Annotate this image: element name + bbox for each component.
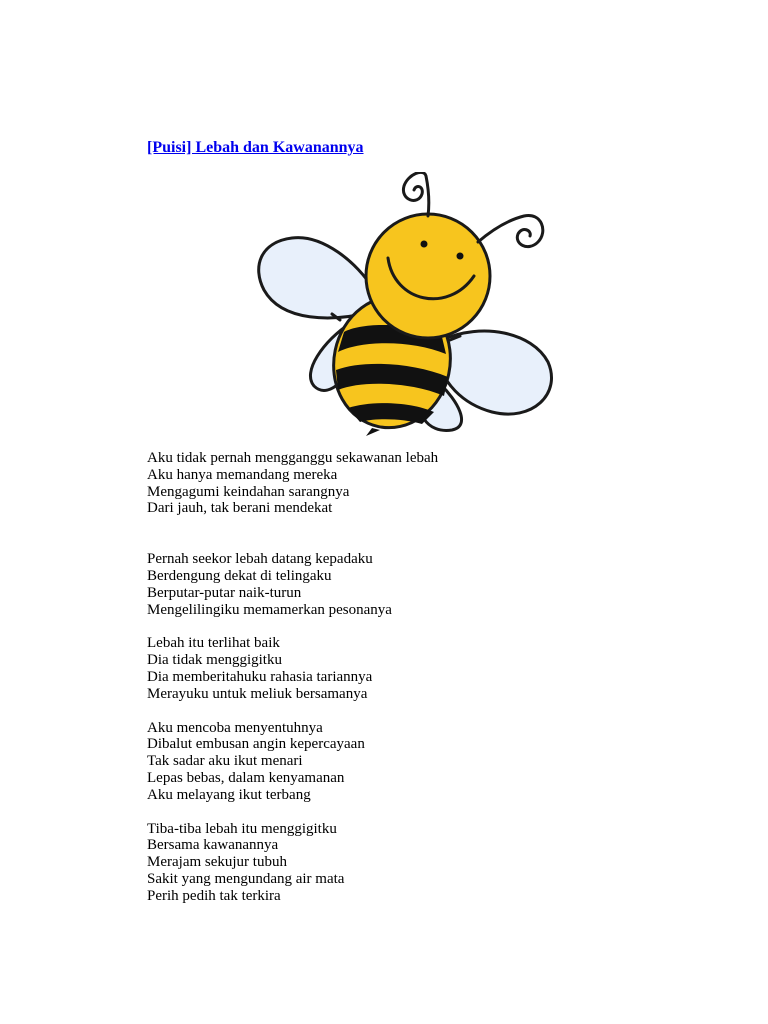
- poem-line: Dia memberitahuku rahasia tariannya: [147, 668, 373, 685]
- poem-title-link[interactable]: [Puisi] Lebah dan Kawanannya: [147, 139, 364, 156]
- poem-line: Lebah itu terlihat baik: [147, 635, 280, 652]
- stinger: [366, 428, 380, 436]
- left-eye: [421, 241, 428, 248]
- right-antenna: [478, 215, 543, 246]
- stanza-3: [147, 635, 647, 702]
- poem-line: Berdengung dekat di telingaku: [147, 567, 332, 584]
- poem-line: Mengagumi keindahan sarangnya: [147, 483, 350, 500]
- stanza-spacer: [147, 618, 647, 635]
- left-antenna: [403, 172, 428, 216]
- poem-line: Aku hanya memandang mereka: [147, 466, 338, 483]
- poem-line: Berputar-putar naik-turun: [147, 584, 302, 601]
- poem-line: Aku tidak pernah mengganggu sekawanan lebah: [147, 450, 439, 466]
- poem-line: Lepas bebas, dalam kenyamanan: [147, 769, 345, 786]
- bee-illustration: [252, 172, 562, 436]
- stanza-spacer: [147, 804, 647, 821]
- poem-line: Dibalut embusan angin kepercayaan: [147, 736, 365, 753]
- poem-line: Mengelilingiku memamerkan pesonanya: [147, 601, 392, 618]
- stanza-4: [147, 720, 647, 804]
- poem-line: Bersama kawanannya: [147, 837, 279, 854]
- right-eye: [457, 253, 464, 260]
- poem-line: Aku mencoba menyentuhnya: [147, 719, 323, 736]
- stanza-spacer: [147, 517, 647, 551]
- poem-line: Sakit yang mengundang air mata: [147, 870, 345, 887]
- poem-line: Tak sadar aku ikut menari: [147, 753, 303, 770]
- stanza-2: [147, 551, 647, 618]
- poem-body: [147, 450, 647, 905]
- poem-line: Dia tidak menggigitku: [147, 652, 282, 669]
- poem-line: Perih pedih tak terkira: [147, 887, 281, 904]
- poem-line: Merayuku untuk meliuk bersamanya: [147, 685, 368, 702]
- poem-line: Merajam sekujur tubuh: [147, 854, 287, 871]
- bee-icon: [252, 172, 562, 436]
- bee-head: [366, 214, 490, 338]
- stanza-5: [147, 821, 647, 905]
- poem-line: Dari jauh, tak berani mendekat: [147, 500, 333, 517]
- poem-line: Aku melayang ikut terbang: [147, 786, 311, 803]
- left-wing: [259, 238, 374, 318]
- poem-line: Tiba-tiba lebah itu menggigitku: [147, 820, 337, 837]
- stanza-spacer: [147, 703, 647, 720]
- stanza-1: [147, 450, 647, 517]
- poem-line: Pernah seekor lebah datang kepadaku: [147, 551, 373, 568]
